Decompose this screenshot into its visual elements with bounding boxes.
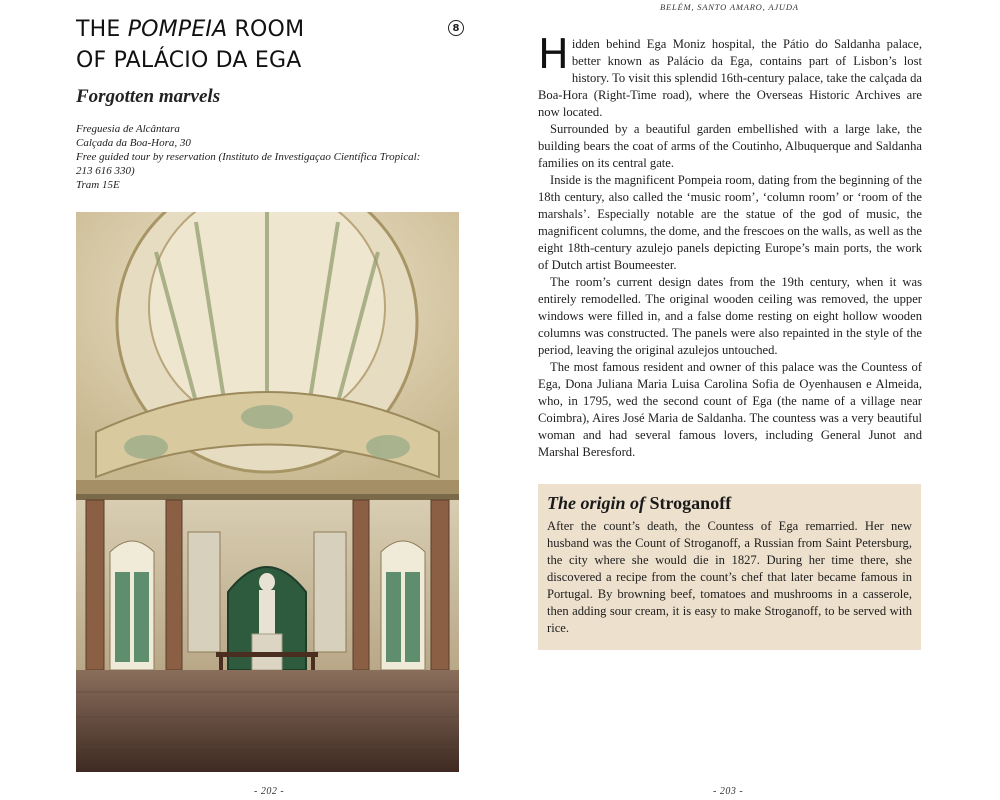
title-line-2: OF PALÁCIO DA EGA [76,48,302,73]
paragraph-text: idden behind Ega Moniz hospital, the Pátio do Saldanha palace, better known as Palácio da Ega, contains part of Lisbon’s lost history. To visit this splendid 16th-century palace, take the calçada da Boa-Hora (Right-Time road), where the Overseas Historic Archives are now located. [538,37,922,119]
box-text: After the count’s death, the Countess of Ega remarried. Her new husband was the Count of Stroganoff, a Russian from Saint Petersburg, the city where she would die in 1827. During her time there, she discovered a recipe from the count’s chef that later became famous in Portugal. By browning beef, tomatoes and mushrooms in a casserole, then adding sour cream, it is easy to make Stroganoff, to be served with rice. [547,519,912,635]
info-line: Freguesia de Alcântara [76,123,180,135]
subtitle: Forgotten marvels [76,86,221,107]
running-head: BELÉM, SANTO AMARO, AJUDA [660,2,799,12]
info-line: Tram 15E [76,179,120,191]
paragraph [538,30,922,121]
right-page [500,0,1000,800]
paragraph: Inside is the magnificent Pompeia room, dating from the beginning of the 18th century, also called the ‘music room’, ‘column room’ or ‘room of the marshals’. Especially notable are the statue of the god of music, the magnificent columns, the dome, and the frescoes on the walls, as well as the eight 18th-century azulejo panels depicting Europe’s main ports, the work of Dutch artist Boumeester. [538,173,922,272]
title-part: THE [76,17,128,42]
info-line: Free guided tour by reservation (Instituto de Investigaçao Científica Tropical: [76,151,421,163]
title-italic-part: POMPEIA [127,17,228,42]
article-body [538,30,922,461]
paragraph: The room’s current design dates from the 19th century, when it was entirely remodelled. The original wooden ceiling was removed, the upper windows were filled in, and a false dome resting on eight hollow wooden columns was constructed. The panels were also repainted in the style of the period, leaving the original azulejos untouched. [538,275,922,357]
paragraph: Surrounded by a beautiful garden embellished with a large lake, the building bears the coat of arms of the Coutinho, Albuquerque and Saldanha families on its central gate. [538,122,922,170]
practical-info [76,122,466,192]
paragraph: The most famous resident and owner of this palace was the Countess of Ega, Dona Juliana Maria Luisa Carolina Sofia de Oyenhausen e Almeida, who, in 1795, wed the second count of Ega (the name of a village near Coimbra), Aires José Maria de Saldanha. The countess was a very beautiful woman and had several famous lovers, including General Junot and Marshal Beresford. [538,360,922,459]
page-title [76,14,436,76]
title-part: ROOM [227,17,305,42]
drop-cap: H [538,30,569,78]
box-title-italic: The origin of [547,493,646,513]
page-number-left: - 202 - [254,786,285,797]
box-title-roman: Stroganoff [645,493,732,513]
box-title [547,492,912,514]
info-line: 213 616 330) [76,165,135,177]
page-number-right: - 203 - [713,786,744,797]
info-line: Calçada da Boa-Hora, 30 [76,137,191,149]
sidebar-box-stroganoff [538,484,921,650]
pompeia-room-photo [76,212,459,772]
entry-number-badge: 8 [448,20,464,36]
